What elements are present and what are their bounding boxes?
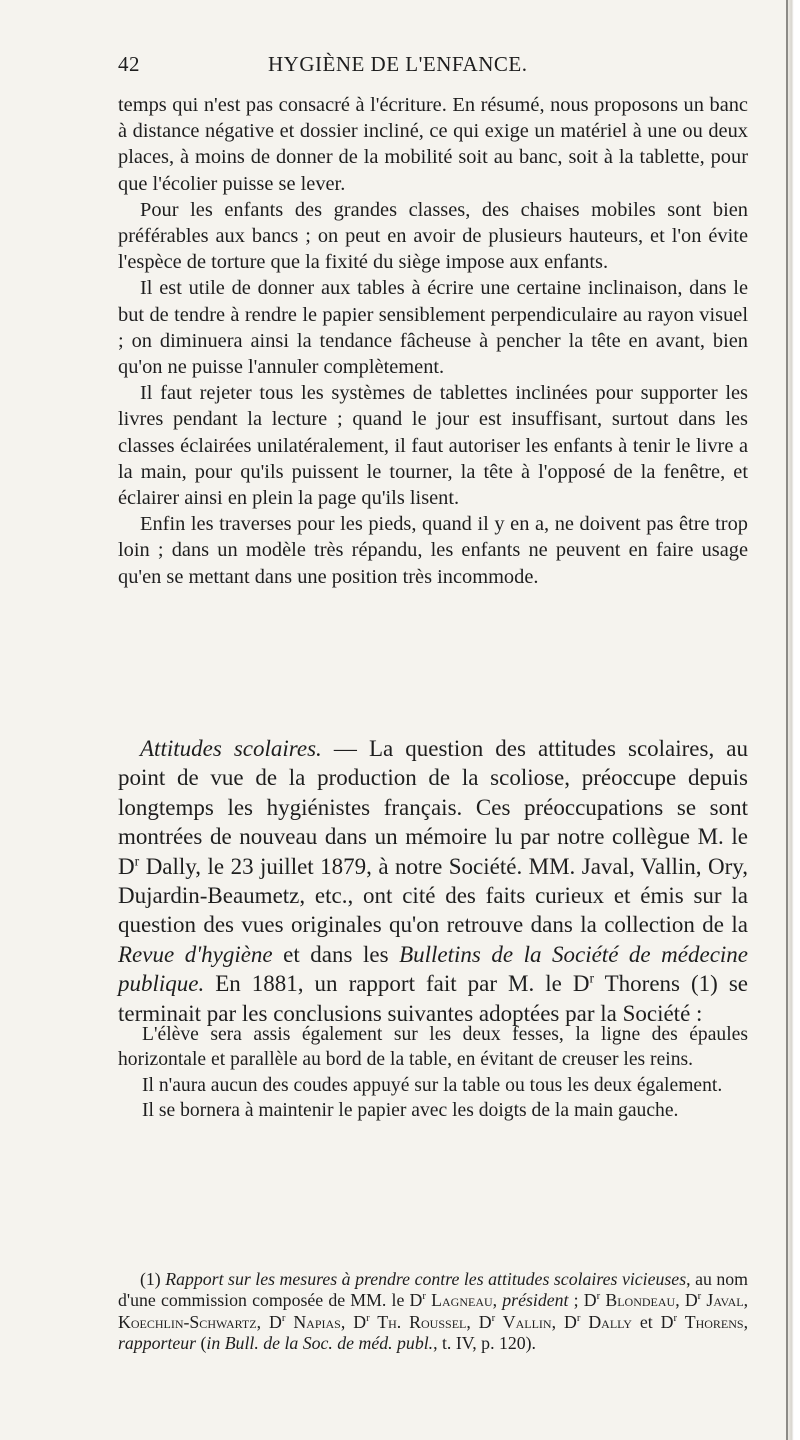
footnote-text-g: , D	[340, 1311, 367, 1332]
footnote-text-e: ,	[743, 1290, 749, 1311]
footnote-sup: r	[366, 1311, 370, 1324]
footnote-sup: r	[422, 1290, 426, 1303]
footnote-text-i: , D	[551, 1311, 577, 1332]
footnote-sup: r	[697, 1290, 702, 1303]
paragraph-traverses: Enfin les traverses pour les pieds, quand il y en a, ne doivent pas être trop loin ; dans un modèle très répandu, les enfants ne peuvent en faire usage qu'en se mettant dans une position très incommode.	[118, 513, 748, 588]
footnote-name-thorens: Thorens	[677, 1311, 744, 1332]
conclusion-1: L'élève sera assis également sur les deux fesses, la ligne des épaules horizontale et parallèle au bord de la table, en évitant de creuser les reins.	[118, 1024, 748, 1071]
paragraph-continuation: temps qui n'est pas consacré à l'écriture. En résumé, nous proposons un banc à distance négative et dossier incliné, ce qui exige un matériel à une ou deux places, à moins de donner de la mobilité soit au banc, soit à la tablette, pour que l'écolier puisse se lever.	[118, 94, 748, 195]
page-header	[118, 52, 740, 82]
section-title: Attitudes scolaires.	[140, 736, 322, 761]
footnote-name-koechlin: Koechlin-Schwartz	[118, 1311, 257, 1332]
footnote-marker: (1)	[140, 1269, 166, 1289]
footnote-text-f: , D	[256, 1311, 282, 1332]
footnote-sup: r	[491, 1311, 496, 1324]
section-sup-1: r	[134, 852, 140, 868]
footnote-name-blondeau: Blondeau	[600, 1290, 676, 1311]
footnote-president: président	[502, 1290, 569, 1311]
revue-hygiene-title: Revue d'hygiène	[118, 941, 273, 967]
footnote-text-d: , D	[675, 1290, 698, 1311]
section-paragraph	[118, 734, 748, 1028]
footnote-text-a: , au nom d'une commission composée de MM. le D	[118, 1269, 748, 1311]
footnote-bulletin-ref: in Bull. de la Soc. de méd. publ.	[206, 1333, 434, 1354]
running-title: HYGIÈNE DE L'ENFANCE.	[268, 52, 528, 76]
footnote-text-m: , t. IV, p. 120).	[433, 1333, 536, 1354]
conclusion-3: Il se bornera à maintenir le papier avec les doigts de la main gauche.	[142, 1100, 679, 1122]
conclusions-block	[118, 1022, 748, 1124]
page-number: 42	[118, 52, 140, 76]
section-text-a: — La question des attitudes scolaires, au point de vue de la production de la scoliose, préoccupe depuis longtemps les hygiénistes français. Ces préoccupations se sont montrées de nouveau dans un mémoire lu par notre collègue M. le D	[118, 736, 748, 879]
footnote-name-lagneau: Lagneau	[425, 1290, 493, 1311]
footnote-name-napias: Napias	[285, 1311, 341, 1332]
footnote-name-vallin: Vallin	[495, 1311, 552, 1332]
footnote-report-title: Rapport sur les mesures à prendre contre les attitudes scolaires vicieuses	[165, 1269, 687, 1289]
footnote-text-j: et D	[631, 1311, 674, 1332]
footnote-text-l: (	[196, 1333, 207, 1354]
section-text-b: Dally, le 23 juillet 1879, à notre Société. MM. Javal, Vallin, Ory, Dujardin-Beaumetz, etc., ont cité des faits curieux et émis sur la question des vues originales qu'on retrouve dans la collection de la	[118, 853, 748, 938]
section-sup-2: r	[589, 970, 595, 986]
paragraph-tablettes: Il faut rejeter tous les systèmes de tablettes inclinées pour supporter les livres pendant la lecture ; quand le jour est insuffisant, surtout dans les classes éclairées unilatéralement, il faut autoriser les enfants à tenir le livre a la main, pour qu'ils puissent le tourner, la tête à l'opposé de la fenêtre, et éclairer ainsi en plein la page qu'ils lisent.	[118, 382, 748, 510]
body-text-top	[118, 92, 748, 590]
footnote-text-k: ,	[743, 1311, 749, 1332]
footnote-text-h: , D	[466, 1311, 492, 1332]
footnote-text-b: ,	[492, 1290, 503, 1311]
footnote-sup: r	[281, 1311, 286, 1324]
bulletins-title: Bulletins de la Société de médecine publique.	[118, 941, 749, 997]
footnote	[118, 1269, 748, 1355]
section-text-c: et dans les	[272, 941, 400, 967]
footnote-text-c: ; D	[568, 1290, 597, 1311]
footnote-sup: r	[576, 1311, 581, 1324]
footnote-name-roussel: Th. Roussel	[369, 1311, 467, 1332]
page-edge	[786, 0, 800, 1440]
footnote-sup: r	[673, 1311, 678, 1324]
conclusion-2: Il n'aura aucun des coudes appuyé sur la table ou tous les deux également.	[142, 1074, 723, 1096]
section-text-e: Thorens (1) se terminait par les conclusions suivantes adoptées par la Société :	[118, 971, 748, 1026]
footnote-sup: r	[596, 1290, 601, 1303]
footnote-name-javal: Javal	[701, 1290, 744, 1311]
paragraph-inclinaison: Il est utile de donner aux tables à écrire une certaine inclinaison, dans le but de tendre à rendre le papier sensiblement perpendiculaire au rayon visuel ; on diminuera ainsi la tendance fâcheuse à pencher la tête en avant, bien qu'on ne puisse l'annuler complètement.	[118, 277, 748, 379]
section-attitudes	[118, 734, 748, 1028]
page-edge-line	[786, 0, 788, 1440]
section-text-d: En 1881, un rapport fait par M. le D	[204, 971, 590, 997]
footnote-rapporteur: rapporteur	[118, 1333, 197, 1354]
footnote-paragraph	[118, 1269, 748, 1355]
footnote-name-dally: Dally	[580, 1311, 632, 1332]
paragraph-chaises: Pour les enfants des grandes classes, des chaises mobiles sont bien préférables aux bancs ; on peut en avoir de plusieurs hauteurs, et l'on évite l'espèce de torture que la fixité du siège impose aux enfants.	[118, 198, 748, 274]
